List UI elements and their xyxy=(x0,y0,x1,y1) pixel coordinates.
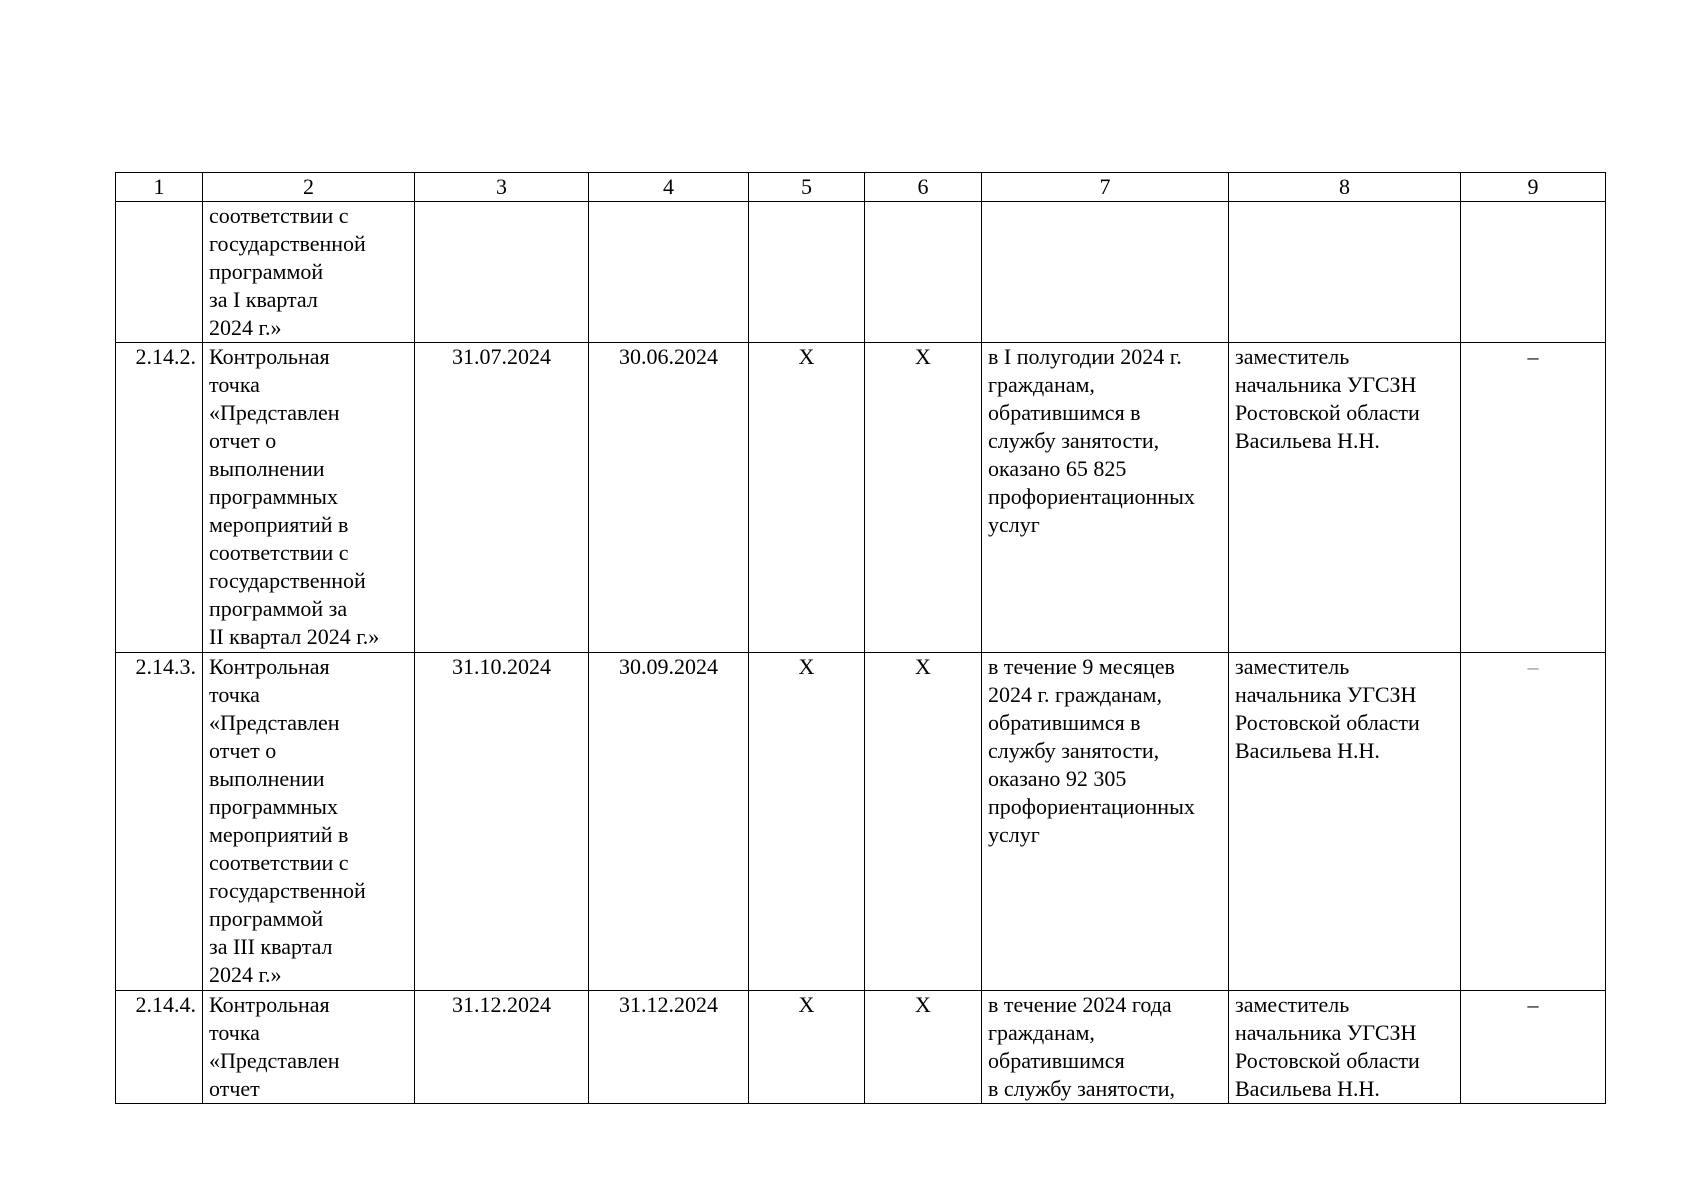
result-cell: в течение 9 месяцев 2024 г. гражданам, обратившимся в службу занятости, оказано 92 305 профориентационных услуг xyxy=(982,653,1229,991)
column-5-cell: X xyxy=(749,653,865,991)
column-9-cell xyxy=(1461,202,1606,343)
responsible-cell: заместитель начальника УГСЗН Ростовской области Васильева Н.Н. xyxy=(1229,653,1461,991)
table-row xyxy=(116,653,1606,991)
event-name-cell: Контрольная точка «Представлен отчет о выполнении программных мероприятий в соответствии с государственной программой за III квартал 2024 г.» xyxy=(203,653,415,991)
report-table xyxy=(115,172,1606,1104)
column-9-cell: – xyxy=(1461,653,1606,991)
fact-date-cell: 30.09.2024 xyxy=(589,653,749,991)
column-number: 6 xyxy=(865,173,982,202)
fact-date-cell xyxy=(589,202,749,343)
responsible-cell: заместитель начальника УГСЗН Ростовской области Васильева Н.Н. xyxy=(1229,991,1461,1104)
event-name-cell: Контрольная точка «Представлен отчет о выполнении программных мероприятий в соответствии с государственной программой за II квартал 2024 г.» xyxy=(203,343,415,653)
column-number: 8 xyxy=(1229,173,1461,202)
plan-date-cell: 31.07.2024 xyxy=(415,343,589,653)
table-row xyxy=(116,202,1606,343)
column-number: 9 xyxy=(1461,173,1606,202)
result-cell: в I полугодии 2024 г. гражданам, обратившимся в службу занятости, оказано 65 825 профориентационных услуг xyxy=(982,343,1229,653)
plan-date-cell xyxy=(415,202,589,343)
column-number: 1 xyxy=(116,173,203,202)
column-number: 7 xyxy=(982,173,1229,202)
column-number: 5 xyxy=(749,173,865,202)
column-6-cell: X xyxy=(865,991,982,1104)
column-5-cell xyxy=(749,202,865,343)
column-9-cell: – xyxy=(1461,991,1606,1104)
row-number-cell: 2.14.2. xyxy=(116,343,203,653)
column-6-cell: X xyxy=(865,343,982,653)
column-number: 2 xyxy=(203,173,415,202)
fact-date-cell: 31.12.2024 xyxy=(589,991,749,1104)
row-number-cell: 2.14.4. xyxy=(116,991,203,1104)
column-6-cell: X xyxy=(865,653,982,991)
responsible-cell xyxy=(1229,202,1461,343)
row-number-cell xyxy=(116,202,203,343)
plan-date-cell: 31.10.2024 xyxy=(415,653,589,991)
column-5-cell: X xyxy=(749,343,865,653)
column-number: 4 xyxy=(589,173,749,202)
column-number: 3 xyxy=(415,173,589,202)
column-5-cell: X xyxy=(749,991,865,1104)
responsible-cell: заместитель начальника УГСЗН Ростовской области Васильева Н.Н. xyxy=(1229,343,1461,653)
event-name-cell: Контрольная точка «Представлен отчет xyxy=(203,991,415,1104)
column-9-cell: – xyxy=(1461,343,1606,653)
column-number-row xyxy=(116,173,1606,202)
event-name-cell: соответствии с государственной программой за I квартал 2024 г.» xyxy=(203,202,415,343)
result-cell xyxy=(982,202,1229,343)
result-cell: в течение 2024 года гражданам, обратившимся в службу занятости, xyxy=(982,991,1229,1104)
row-number-cell: 2.14.3. xyxy=(116,653,203,991)
plan-date-cell: 31.12.2024 xyxy=(415,991,589,1104)
fact-date-cell: 30.06.2024 xyxy=(589,343,749,653)
table-row xyxy=(116,991,1606,1104)
column-6-cell xyxy=(865,202,982,343)
table-row xyxy=(116,343,1606,653)
